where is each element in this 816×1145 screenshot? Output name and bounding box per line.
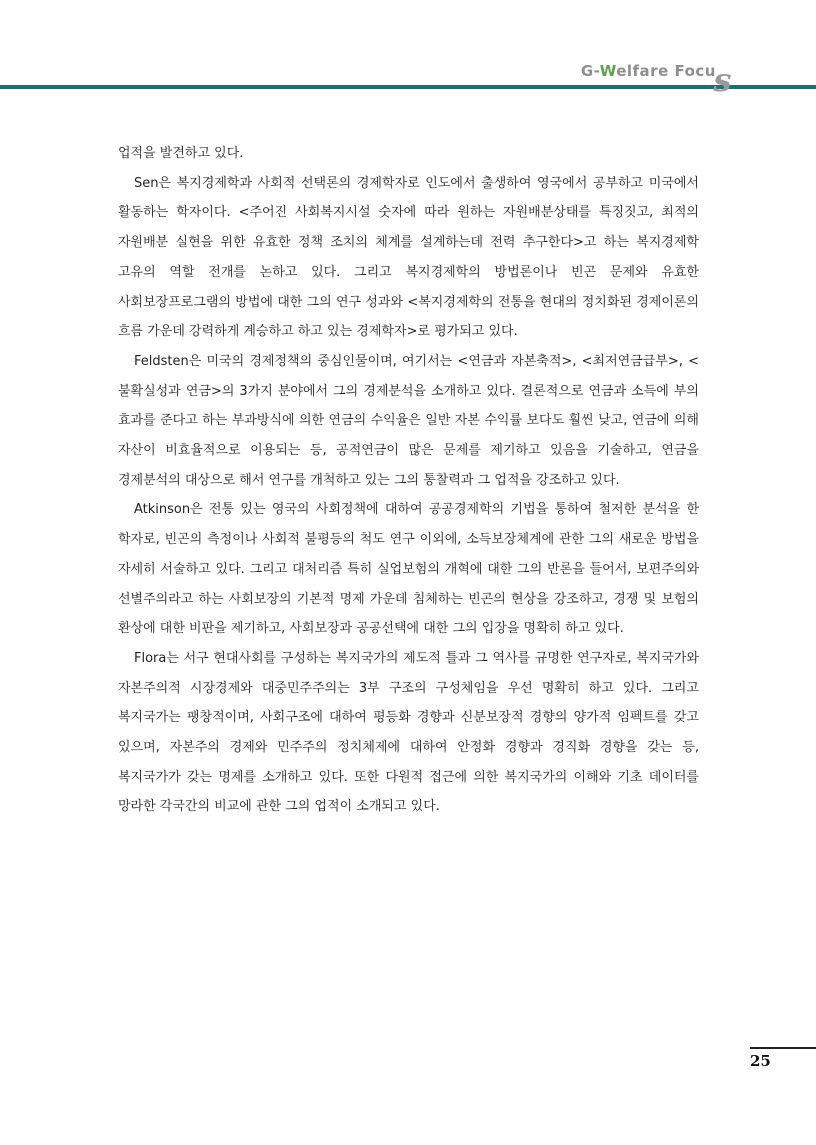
paragraph-atkinson: Atkinson은 전통 있는 영국의 사회정책에 대하여 공공경제학의 기법을 통하여 철저한 분석을 한 학자로, 빈곤의 측정이나 사회적 불평등의 척도 연구 이외에, 소득보장체계에 관한 그의 새로운 방법을 자세히 서술하고 있다. 그리고 대처리즘 특히 실업보험의 개혁에 대한 그의 반론을 들어서, 보편주의와 선별주의라고 하는 사회보장의 기본적 명제 가운데 침체하는 빈곤의 현상을 강조하고, 경쟁 및 보험의 환상에 대한 비판을 제기하고, 사회보장과 공공선택에 대한 그의 입장을 명확히 하고 있다. — [118, 502, 699, 637]
paragraph-flora: Flora는 서구 현대사회를 구성하는 복지국가의 제도적 틀과 그 역사를 규명한 연구자로, 복지국가와 자본주의적 시장경제와 대중민주주의는 3부 구조의 구성체임을 우선 명확히 하고 있다. 그리고 복지국가는 팽창적이며, 사회구조에 대하여 평등화 경향과 신분보장적 경향의 양가적 임펙트를 갖고 있으며, 자본주의 경제와 민주주의 정치체제에 대하여 안정화 경향과 경직화 경향을 갖는 등, 복지국가가 갖는 명제를 소개하고 있다. 또한 다원적 접근에 의한 복지국가의 이해와 기초 데이터를 망라한 각국간의 비교에 관한 그의 업적이 소개되고 있다. — [118, 650, 699, 815]
logo-swash-s: s — [713, 61, 732, 99]
publication-logo — [580, 61, 732, 99]
paragraph-sen: Sen은 복지경제학과 사회적 선택론의 경제학자로 인도에서 출생하여 영국에서 공부하고 미국에서 활동하는 학자이다. <주어진 사회복지시설 숫자에 따라 원하는 자원배분상태를 특징짓고, 최적의 자원배분 실현을 위한 유효한 정책 조치의 체계를 설계하는데 전력 추구한다>고 하는 복지경제학 고유의 역할 전개를 논하고 있다. 그리고 복지경제학의 방법론이나 빈곤 문제와 유효한 사회보장프로그램의 방법에 대한 그의 연구 성과와 <복지경제학의 전통을 현대의 정치화된 경제이론의 흐름 가운데 강력하게 계승하고 하고 있는 경제학자>로 평가되고 있다. — [118, 175, 699, 340]
logo-text-g: G- — [580, 62, 600, 80]
body-text — [118, 139, 699, 822]
logo-text-w: W — [599, 62, 617, 80]
logo-text-rest: elfare Focu — [616, 62, 716, 80]
footer-rule — [750, 1047, 816, 1049]
header-rule — [0, 85, 816, 89]
paragraph-continuation: 업적을 발견하고 있다. — [118, 146, 244, 161]
page-number: 25 — [750, 1052, 771, 1070]
paragraph-feldsten: Feldsten은 미국의 경제정책의 중심인물이며, 여기서는 <연금과 자본축적>, <최저연금급부>, <불확실성과 연금>의 3가지 분야에서 그의 경제분석을 소개하고 있다. 결론적으로 연금과 소득에 부의 효과를 준다고 하는 부과방식에 의한 연금의 수익율은 일반 자본 수익률 보다도 훨씬 낮고, 연금에 의해 자산이 비효율적으로 이용되는 등, 공적연금이 많은 문제를 제기하고 있음을 기술하고, 연금을 경제분석의 대상으로 해서 연구를 개척하고 있는 그의 통찰력과 그 업적을 강조하고 있다. — [118, 353, 699, 488]
